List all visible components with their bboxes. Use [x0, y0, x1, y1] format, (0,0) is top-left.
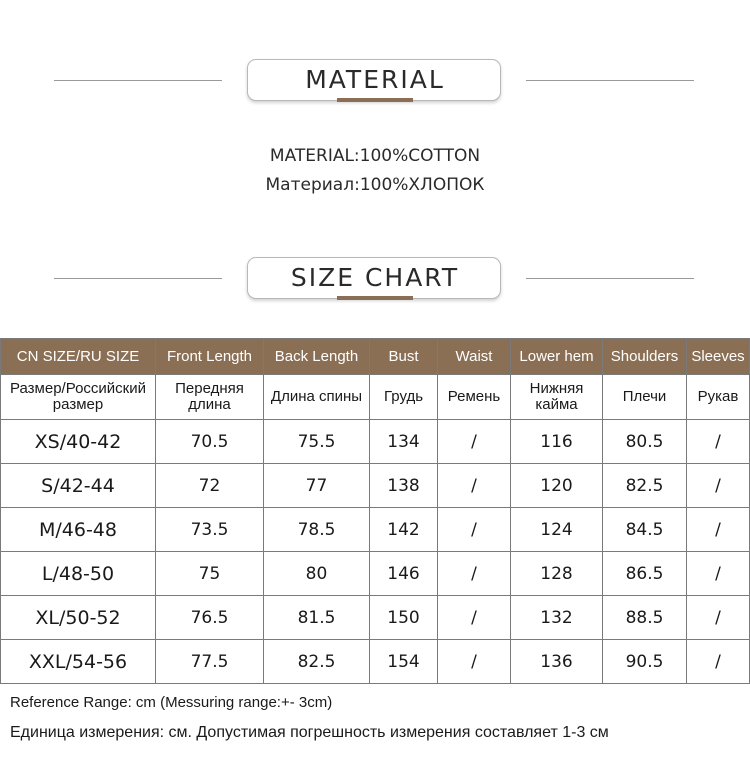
- cell-lower-hem: 132: [511, 596, 603, 640]
- cell-shoulders: 82.5: [603, 464, 687, 508]
- cell-front-length: 75: [156, 552, 264, 596]
- header-row-en: [1, 339, 750, 375]
- cell-sleeves: /: [687, 596, 750, 640]
- cell-shoulders: 86.5: [603, 552, 687, 596]
- cell-sleeves: /: [687, 464, 750, 508]
- cell-back-length: 80: [264, 552, 370, 596]
- cell-bust: 138: [370, 464, 438, 508]
- header-ru-sleeves: Рукав: [687, 375, 750, 420]
- cell-shoulders: 88.5: [603, 596, 687, 640]
- cell-size: S/42-44: [1, 464, 156, 508]
- cell-bust: 146: [370, 552, 438, 596]
- size-rows: [1, 420, 750, 684]
- material-section-header: [0, 59, 750, 103]
- size-chart-section-header: [0, 257, 750, 301]
- cell-size: XL/50-52: [1, 596, 156, 640]
- cell-shoulders: 80.5: [603, 420, 687, 464]
- cell-sleeves: /: [687, 508, 750, 552]
- title-underline: [337, 296, 413, 300]
- table-row: [1, 552, 750, 596]
- material-text-ru: Материал:100%ХЛОПОК: [265, 175, 485, 195]
- cell-front-length: 77.5: [156, 640, 264, 684]
- header-ru-waist: Ремень: [438, 375, 511, 420]
- title-underline: [337, 98, 413, 102]
- cell-waist: /: [438, 596, 511, 640]
- cell-sleeves: /: [687, 640, 750, 684]
- cell-bust: 150: [370, 596, 438, 640]
- cell-lower-hem: 124: [511, 508, 603, 552]
- cell-front-length: 72: [156, 464, 264, 508]
- cell-front-length: 73.5: [156, 508, 264, 552]
- cell-back-length: 78.5: [264, 508, 370, 552]
- size-chart-table: [0, 338, 750, 684]
- header-back-length: Back Length: [264, 339, 370, 375]
- divider-line-right: [526, 80, 694, 81]
- material-title: MATERIAL: [305, 65, 445, 94]
- size-chart-title: SIZE CHART: [290, 263, 460, 292]
- table-row: [1, 464, 750, 508]
- cell-bust: 154: [370, 640, 438, 684]
- cell-size: XS/40-42: [1, 420, 156, 464]
- header-waist: Waist: [438, 339, 511, 375]
- cell-size: L/48-50: [1, 552, 156, 596]
- header-size: CN SIZE/RU SIZE: [1, 339, 156, 375]
- cell-waist: /: [438, 464, 511, 508]
- cell-front-length: 76.5: [156, 596, 264, 640]
- cell-shoulders: 90.5: [603, 640, 687, 684]
- cell-waist: /: [438, 508, 511, 552]
- cell-back-length: 81.5: [264, 596, 370, 640]
- cell-bust: 142: [370, 508, 438, 552]
- material-info: [0, 142, 750, 200]
- cell-sleeves: /: [687, 552, 750, 596]
- footer-note-en: Reference Range: cm (Messuring range:+- 3cm): [10, 694, 333, 711]
- cell-size: XXL/54-56: [1, 640, 156, 684]
- header-lower-hem: Lower hem: [511, 339, 603, 375]
- table-row: [1, 596, 750, 640]
- cell-lower-hem: 116: [511, 420, 603, 464]
- cell-lower-hem: 136: [511, 640, 603, 684]
- header-ru-shoulders: Плечи: [603, 375, 687, 420]
- cell-waist: /: [438, 640, 511, 684]
- header-row-ru: [1, 375, 750, 420]
- cell-waist: /: [438, 552, 511, 596]
- cell-back-length: 77: [264, 464, 370, 508]
- header-ru-lower-hem: Нижняя кайма: [511, 375, 603, 420]
- cell-lower-hem: 120: [511, 464, 603, 508]
- cell-front-length: 70.5: [156, 420, 264, 464]
- cell-bust: 134: [370, 420, 438, 464]
- header-ru-front-length: Передняя длина: [156, 375, 264, 420]
- header-ru-bust: Грудь: [370, 375, 438, 420]
- cell-size: M/46-48: [1, 508, 156, 552]
- cell-waist: /: [438, 420, 511, 464]
- cell-sleeves: /: [687, 420, 750, 464]
- header-front-length: Front Length: [156, 339, 264, 375]
- table-row: [1, 640, 750, 684]
- material-text-en: MATERIAL:100%COTTON: [269, 146, 481, 166]
- cell-back-length: 75.5: [264, 420, 370, 464]
- header-shoulders: Shoulders: [603, 339, 687, 375]
- header-ru-back-length: Длина спины: [264, 375, 370, 420]
- table-row: [1, 420, 750, 464]
- cell-back-length: 82.5: [264, 640, 370, 684]
- header-bust: Bust: [370, 339, 438, 375]
- footer-note-ru: Единица измерения: см. Допустимая погрешность измерения составляет 1-3 см: [10, 724, 609, 741]
- header-sleeves: Sleeves: [687, 339, 750, 375]
- divider-line-right: [526, 278, 694, 279]
- header-ru-size: Размер/Российский размер: [1, 375, 156, 420]
- table-row: [1, 508, 750, 552]
- cell-shoulders: 84.5: [603, 508, 687, 552]
- cell-lower-hem: 128: [511, 552, 603, 596]
